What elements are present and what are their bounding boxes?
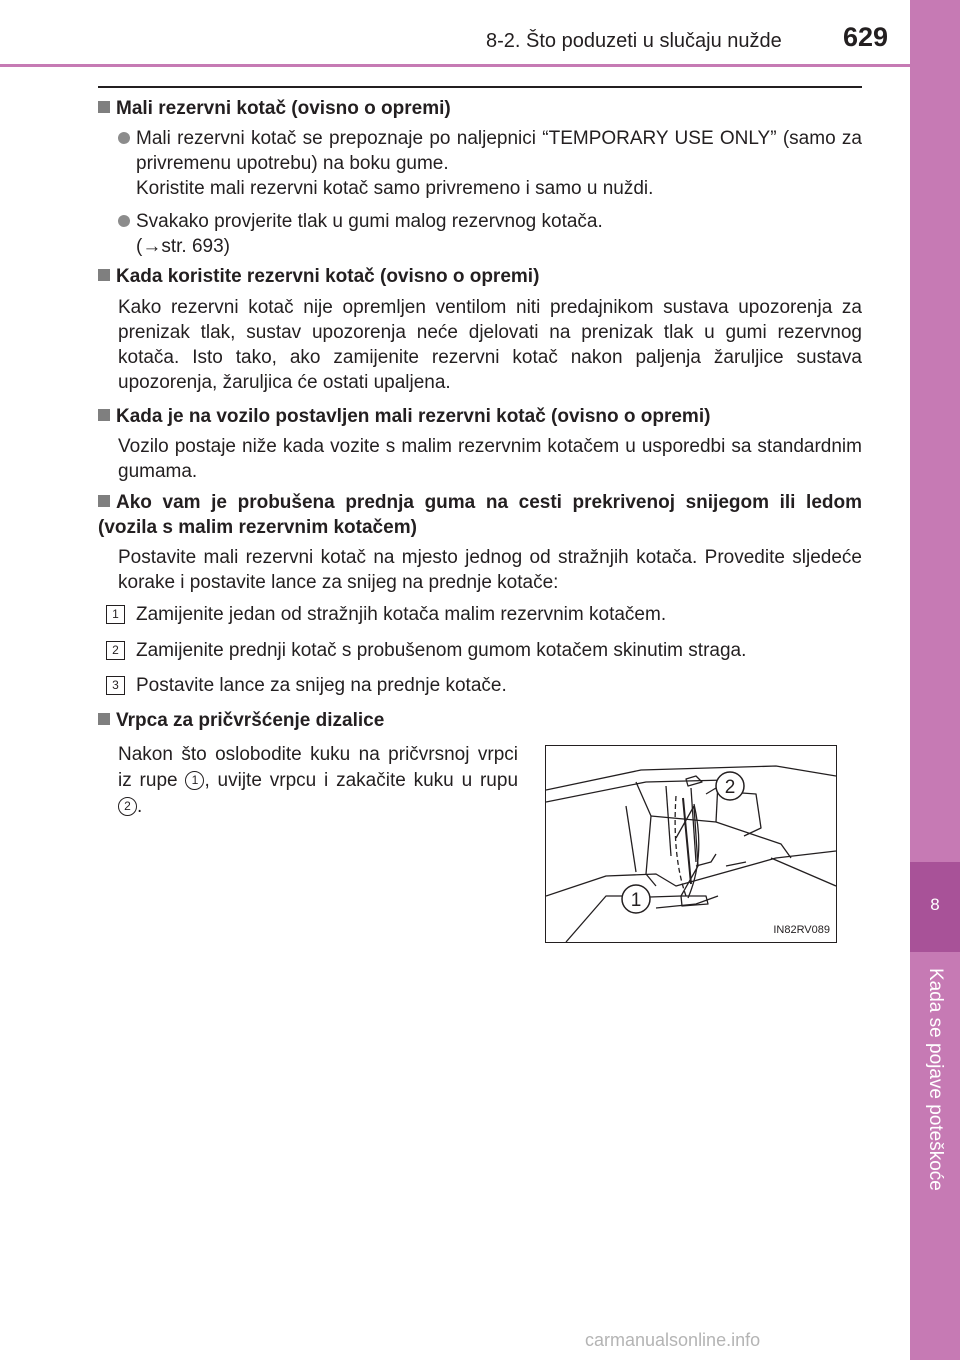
step-item — [106, 638, 862, 663]
body-text: . — [137, 796, 143, 817]
section-heading — [98, 404, 862, 429]
bullet-text: Mali rezervni kotač se prepoznaje po naljepnici “TEMPORARY USE ONLY” (samo za privremenu upotrebu) na boku gume. — [136, 128, 862, 174]
illustration-drawing — [546, 746, 836, 942]
page-reference: (→str. 693) — [136, 236, 230, 257]
square-bullet-icon — [98, 101, 110, 113]
section-title: Kada koristite rezervni kotač (ovisno o opremi) — [116, 266, 540, 287]
bullet-text: Svakako provjerite tlak u gumi malog rezervnog kotača. — [136, 211, 603, 232]
section-title: Ako vam je probušena prednja guma na cesti prekrivenoj snijegom ili ledom (vozila s malim rezervnim kotačem) — [98, 492, 862, 538]
callout-1 — [622, 885, 681, 913]
step-text: Postavite lance za snijeg na prednje kotače. — [136, 675, 507, 696]
section-body: Postavite mali rezervni kotač na mjesto jednog od stražnjih kotača. Provedite sljedeće korake i postavite lance za snijeg na prednje kotače: — [118, 547, 862, 593]
jack-strap-illustration — [545, 745, 837, 943]
round-bullet-icon — [118, 132, 130, 144]
step-text: Zamijenite prednji kotač s probušenom gumom kotačem skinutim straga. — [136, 640, 747, 661]
section-heading — [98, 490, 862, 540]
callout-2 — [706, 772, 744, 800]
chapter-number: 8 — [930, 895, 940, 914]
bullet-item — [118, 126, 862, 201]
step-number: 2 — [106, 641, 125, 660]
section-heading — [98, 96, 862, 121]
step-item — [106, 602, 862, 627]
step-number: 3 — [106, 676, 125, 695]
step-text: Zamijenite jedan od stražnjih kotača malim rezervnim kotačem. — [136, 604, 667, 625]
section-body: Vozilo postaje niže kada vozite s malim rezervnim kotačem u usporedbi sa standardnim gumama. — [118, 436, 862, 482]
body-text: Nakon što oslobodite kuku na pričvrsnoj vrpci iz rupe — [118, 744, 518, 791]
top-rule — [98, 86, 862, 88]
section-title: Mali rezervni kotač (ovisno o opremi) — [116, 98, 451, 119]
page-number: 629 — [843, 22, 889, 52]
square-bullet-icon — [98, 269, 110, 281]
bullet-text: Koristite mali rezervni kotač samo privremeno i samo u nuždi. — [136, 178, 654, 199]
callout-ref-1: 1 — [185, 771, 204, 790]
section-body — [118, 742, 518, 820]
step-number: 1 — [106, 605, 125, 624]
section-heading — [98, 708, 862, 733]
round-bullet-icon — [118, 215, 130, 227]
section-heading — [98, 264, 862, 289]
section-body: Kako rezervni kotač nije opremljen ventilom niti predajnikom sustava upozorenja za prenizak tlak, sustav upozorenja neće djelovati na prenizak tlak u gumi rezervnog kotača. Isto tako, ako zamijenite rezervni kotač nakon paljenja žaruljice sustava upozorenja, žaruljica će ostati upaljena. — [118, 297, 862, 393]
section-title: Kada je na vozilo postavljen mali rezervni kotač (ovisno o opremi) — [116, 406, 711, 427]
header-line — [0, 64, 910, 67]
chapter-title: Kada se pojave poteškoće — [925, 968, 946, 1191]
square-bullet-icon — [98, 713, 110, 725]
running-header: 8-2. Što poduzeti u slučaju nužde — [486, 30, 782, 52]
watermark[interactable]: carmanualsonline.info — [585, 1330, 761, 1350]
square-bullet-icon — [98, 495, 110, 507]
callout-ref-2: 2 — [118, 797, 137, 816]
square-bullet-icon — [98, 409, 110, 421]
section-title: Vrpca za pričvršćenje dizalice — [116, 710, 385, 731]
body-text: , uvijte vrpcu i zakačite kuku u rupu — [204, 770, 519, 791]
svg-text:2: 2 — [724, 777, 736, 798]
svg-text:1: 1 — [630, 890, 642, 911]
figure-code: IN82RV089 — [773, 924, 830, 936]
bullet-item — [118, 209, 862, 259]
step-item — [106, 673, 862, 698]
